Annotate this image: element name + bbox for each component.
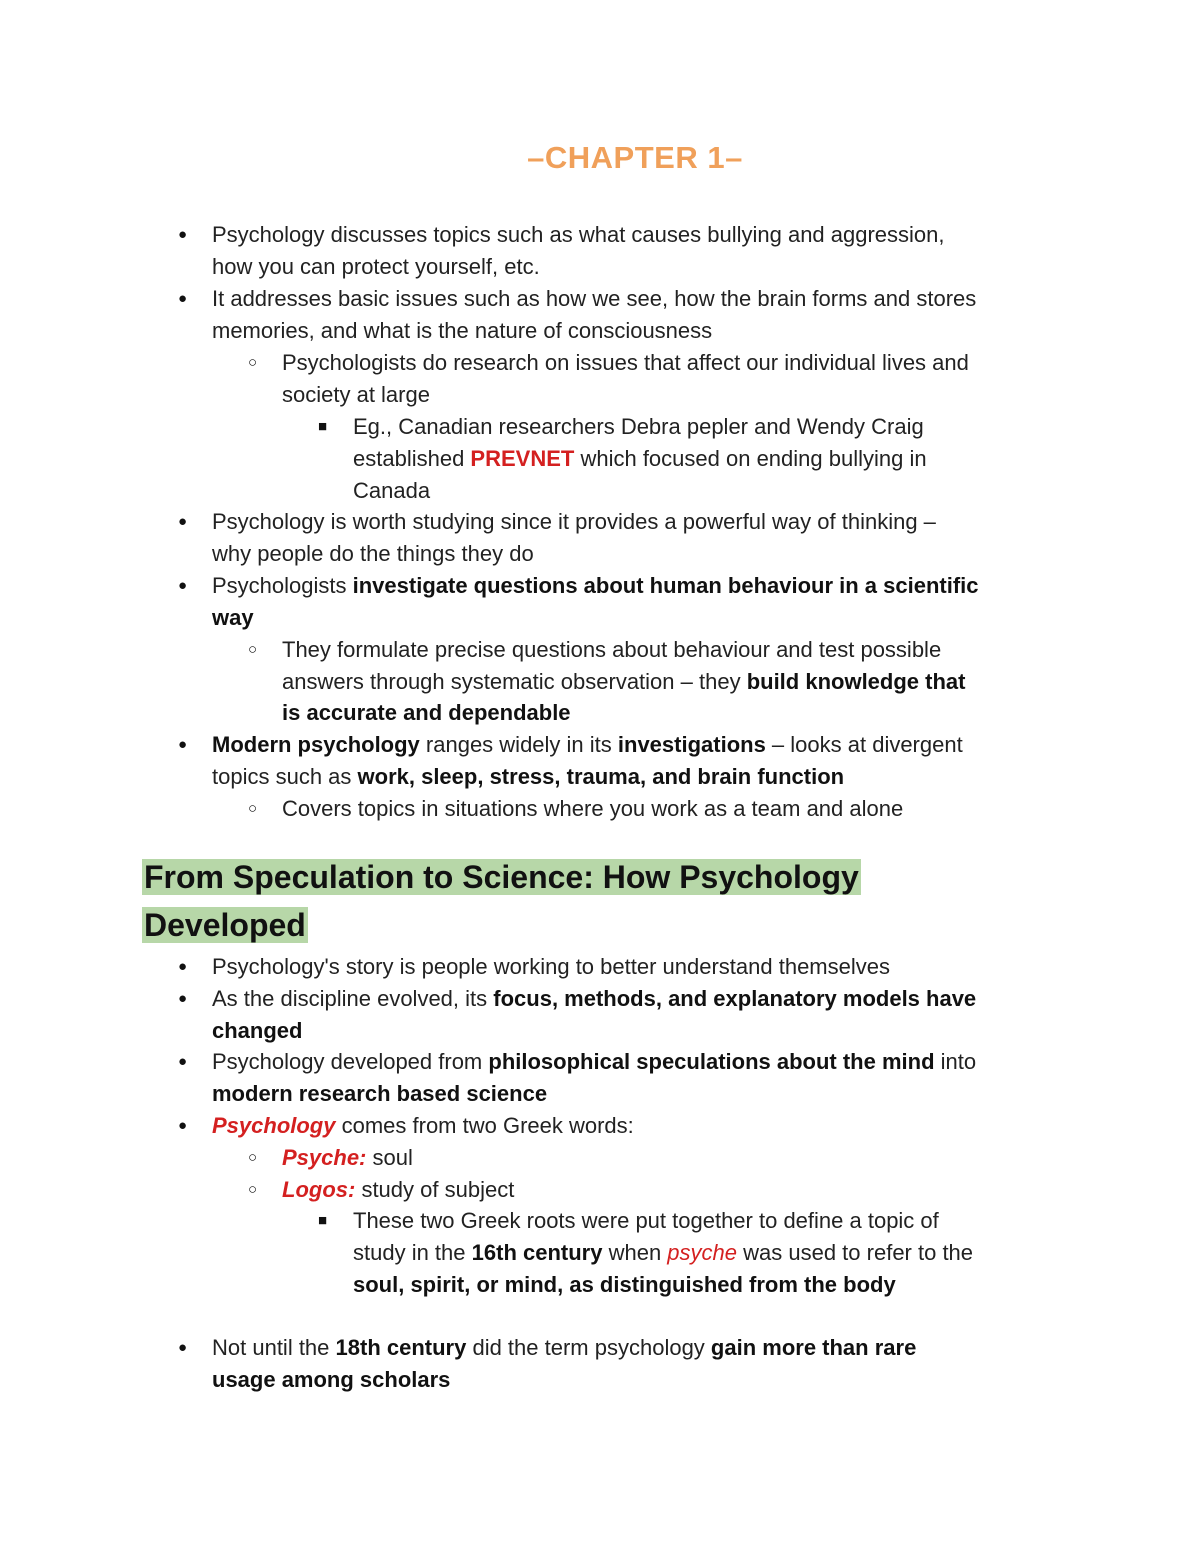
section-heading: Developed xyxy=(144,907,306,943)
text-line: topics such as work, sleep, stress, trauma, and brain function xyxy=(212,764,845,789)
bullet-circle-icon: ○ xyxy=(248,1149,258,1166)
bullet-dot-icon: ● xyxy=(178,226,188,243)
text-line: Psychology comes from two Greek words: xyxy=(212,1113,634,1138)
text-line: how you can protect yourself, etc. xyxy=(212,254,540,279)
text-line: way xyxy=(212,605,254,630)
bullet-dot-icon: ● xyxy=(178,513,188,530)
bullet-circle-icon: ○ xyxy=(248,354,258,371)
text-line: Logos: study of subject xyxy=(282,1177,515,1202)
text-line: Psychology discusses topics such as what causes bullying and aggression, xyxy=(212,222,945,247)
text-line: Modern psychology ranges widely in its investigations – looks at divergent xyxy=(212,732,963,757)
text-line: It addresses basic issues such as how we see, how the brain forms and stores xyxy=(212,286,977,311)
text-line: Psychologists investigate questions about human behaviour in a scientific xyxy=(212,573,979,598)
bullet-dot-icon: ● xyxy=(178,958,188,975)
bullet-dot-icon: ● xyxy=(178,1053,188,1070)
text-line: Psyche: soul xyxy=(282,1145,413,1170)
bullet-dot-icon: ● xyxy=(178,290,188,307)
bullet-dot-icon: ● xyxy=(178,1339,188,1356)
bullet-dot-icon: ● xyxy=(178,736,188,753)
text-line: Canada xyxy=(353,478,431,503)
bullet-circle-icon: ○ xyxy=(248,800,258,817)
prevnet-highlight: PREVNET xyxy=(470,446,575,471)
text-line: usage among scholars xyxy=(212,1367,451,1392)
text-line: Psychology is worth studying since it provides a powerful way of thinking – xyxy=(212,509,936,534)
section-heading: From Speculation to Science: How Psychology xyxy=(144,859,859,895)
text-line: These two Greek roots were put together to define a topic of xyxy=(353,1208,939,1233)
text-line: Psychology's story is people working to better understand themselves xyxy=(212,954,890,979)
text-line: changed xyxy=(212,1018,303,1043)
text-line: society at large xyxy=(282,382,430,407)
text-line: Covers topics in situations where you work as a team and alone xyxy=(282,796,904,821)
text-line: established PREVNET which focused on ending bullying in xyxy=(353,446,927,471)
text-line: is accurate and dependable xyxy=(282,700,571,725)
bullet-circle-icon: ○ xyxy=(248,1181,258,1198)
bullet-dot-icon: ● xyxy=(178,577,188,594)
bullet-circle-icon: ○ xyxy=(248,641,258,658)
bullet-square-icon: ■ xyxy=(318,1212,328,1229)
chapter-title: –CHAPTER 1– xyxy=(527,140,743,175)
text-line: modern research based science xyxy=(212,1081,548,1106)
bullet-square-icon: ■ xyxy=(318,418,328,435)
text-line: Psychologists do research on issues that affect our individual lives and xyxy=(282,350,969,375)
text-line: As the discipline evolved, its focus, methods, and explanatory models have xyxy=(212,986,977,1011)
text-line: They formulate precise questions about behaviour and test possible xyxy=(282,637,942,662)
text-line: answers through systematic observation – they build knowledge that xyxy=(282,669,966,694)
text-line: why people do the things they do xyxy=(212,541,534,566)
bullet-dot-icon: ● xyxy=(178,990,188,1007)
text-line: Psychology developed from philosophical speculations about the mind into xyxy=(212,1049,977,1074)
text-line: Not until the 18th century did the term psychology gain more than rare xyxy=(212,1335,917,1360)
text-line: memories, and what is the nature of consciousness xyxy=(212,318,713,343)
text-line: study in the 16th century when psyche was used to refer to the xyxy=(353,1240,974,1265)
bullet-dot-icon: ● xyxy=(178,1117,188,1134)
text-line: soul, spirit, or mind, as distinguished from the body xyxy=(353,1272,896,1297)
text-line: Eg., Canadian researchers Debra pepler and Wendy Craig xyxy=(353,414,924,439)
